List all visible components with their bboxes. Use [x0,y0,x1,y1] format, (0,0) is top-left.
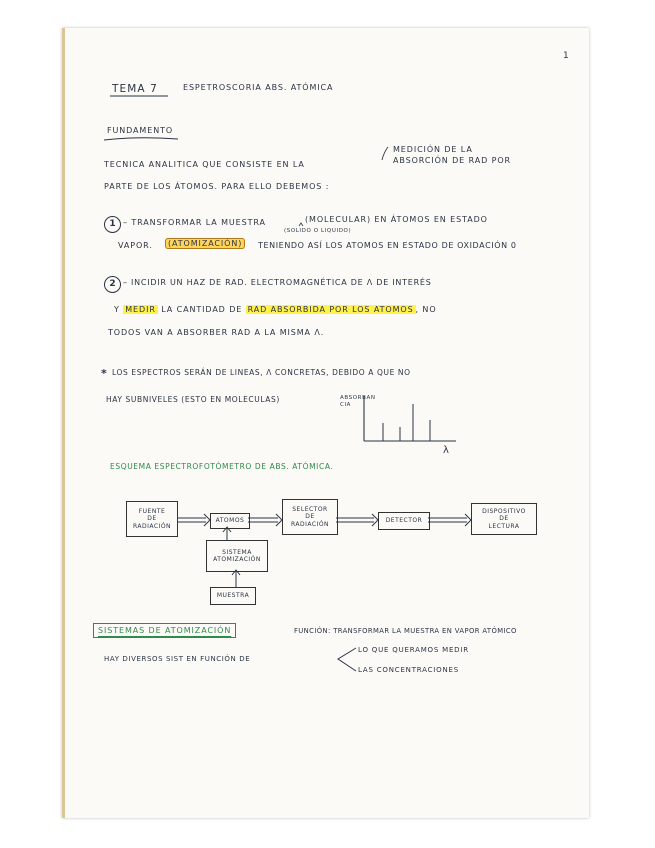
box-detector: DETECTOR [378,512,430,530]
box-fuente-radiacion: FUENTE DE RADIACIÓN [126,501,178,537]
atomizacion-highlight: (ATOMIZACIÓN) [165,240,245,248]
page-number: 1 [563,51,570,61]
step-2-line-2: Y MEDIR LA CANTIDAD DE RAD ABSORBIDA POR LOS ATOMOS , NO [114,305,437,314]
section-heading-fundamento: FUNDAMENTO [107,126,174,135]
step-2-line-3: TODOS VAN A ABSORBER RAD A LA MISMA Λ. [108,328,325,337]
fundamento-line-1: TECNICA ANALITICA QUE CONSISTE EN LA [104,160,305,169]
scheme-heading: ESQUEMA ESPECTROFOTÓMETRO DE ABS. ATÓMICA. [110,462,334,471]
option-concentraciones: LAS CONCENTRACIONES [358,666,459,674]
section-heading-atomizacion: SISTEMAS DE ATOMIZACIÓN [93,627,236,635]
graph-x-label: λ [443,445,451,456]
rad-absorbida-highlight: RAD ABSORBIDA POR LOS ATOMOS [247,305,414,314]
star-marker: * [101,367,108,380]
box-dispositivo-lectura: DISPOSITIVO DE LECTURA [471,503,537,535]
tema-label: TEMA 7 [112,83,158,95]
line-spectrum-graph [364,396,456,441]
note-line-2: HAY SUBNIVELES (ESTO EN MOLECULAS) [106,395,280,404]
page-title: ESPETROSCORIA ABS. ATÓMICA [183,83,334,92]
step-1-note: (SOLIDO O LIQUIDO) [284,228,352,234]
graph-y-label: ABSORBAN CIA [340,395,376,409]
option-medir: LO QUE QUERAMOS MEDIR [358,646,469,654]
box-selector-radiacion: SELECTOR DE RADIACIÓN [282,499,338,535]
step-2-line-1: – INCIDIR UN HAZ DE RAD. ELECTROMAGNÉTICA DE Λ DE INTERÉS [123,278,432,287]
fundamento-line-1-end: ABSORCIÓN DE RAD POR [393,156,511,165]
step-1-line-2a: VAPOR. [118,241,153,250]
box-atomos: ATOMOS [210,513,250,529]
medir-highlight: MEDIR [125,305,156,314]
note-line-1: LOS ESPECTROS SERÁN DE LINEAS, Λ CONCRETAS, DEBIDO A QUE NO [112,368,411,377]
step-2-marker: 2 [104,276,121,293]
step-1-line-2b: TENIENDO ASÍ LOS ATOMOS EN ESTADO DE OXIDACIÓN 0 [258,241,517,250]
box-muestra: MUESTRA [210,587,256,605]
step-1-line-1a: – TRANSFORMAR LA MUESTRA [123,218,266,227]
step-1-line-1b: (MOLECULAR) EN ÁTOMOS EN ESTADO [305,215,488,224]
atomizacion-funcion: FUNCIÓN: TRANSFORMAR LA MUESTRA EN VAPOR ATÓMICO [294,627,517,635]
fundamento-line-2: PARTE DE LOS ÁTOMOS. PARA ELLO DEBEMOS : [104,182,330,191]
atomizacion-line-2: HAY DIVERSOS SIST EN FUNCIÓN DE [104,655,251,663]
step-1-marker: 1 [104,216,121,233]
annotation-medicion: MEDICIÓN DE LA [393,145,473,154]
box-sistema-atomizacion: SISTEMA ATOMIZACIÓN [206,540,268,572]
